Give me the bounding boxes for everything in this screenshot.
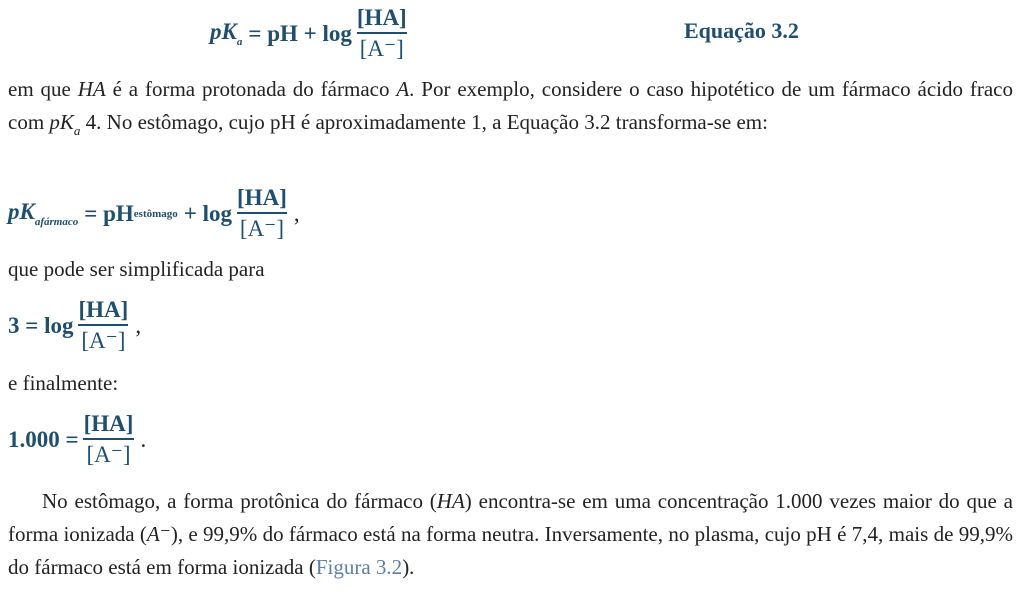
eq4-punct: . xyxy=(140,426,147,452)
eq3-lhs: 3 = log xyxy=(8,312,74,338)
equation-stomach xyxy=(8,186,300,241)
eq1-fraction xyxy=(354,6,410,61)
eq3-denominator: [A⁻] xyxy=(78,324,128,353)
equation-final xyxy=(8,412,146,467)
paragraph-1 xyxy=(8,73,1013,147)
para1-a: A xyxy=(396,77,410,101)
eq2-numerator: [HA] xyxy=(237,185,287,210)
eq3-numerator: [HA] xyxy=(78,297,129,322)
figure-3-2-link[interactable]: Figura 3.2 xyxy=(315,555,403,579)
para1-pk: pK xyxy=(49,110,74,134)
equation-simplified xyxy=(8,298,141,353)
equation-3-2 xyxy=(210,6,412,61)
para2-text-e: ), e 99,9% do fármaco está na forma neutra. Inversamente, no plasma, cujo pH é 7,4, mais de 99,9% do fármaco está em forma ionizada ( xyxy=(8,522,1013,579)
eq2-mid2: + log xyxy=(183,200,233,226)
paragraph-2 xyxy=(8,485,1013,584)
text-finally: e finalmente: xyxy=(8,371,119,395)
eq2-denominator: [A⁻] xyxy=(237,212,287,241)
eq4-denominator: [A⁻] xyxy=(83,438,133,467)
eq2-mid-sub: estômago xyxy=(133,207,178,220)
eq3-punct: , xyxy=(135,312,142,338)
equation-label: Equação 3.2 xyxy=(684,18,799,43)
para1-pk-sub: a xyxy=(73,123,81,138)
eq2-mid1: = pH xyxy=(84,200,134,226)
para1-text-c: é a forma protonada do fármaco xyxy=(105,77,397,101)
para1-text-a: em que xyxy=(8,77,78,101)
eq1-mid: = pH + log xyxy=(248,20,352,46)
eq4-fraction xyxy=(81,412,137,467)
para2-a-ion: A⁻ xyxy=(146,522,171,546)
para2-ha: HA xyxy=(436,489,465,513)
para2-text-c: ) encontra-se em uma concentração 1.000 vezes maior do que a forma ionizada ( xyxy=(8,489,1013,546)
eq1-denominator: [A⁻] xyxy=(357,32,407,61)
eq1-numerator: [HA] xyxy=(356,5,407,30)
para1-text-h: 4. No estômago, cujo pH é aproximadamente 1, a Equação 3.2 transforma-se em: xyxy=(80,110,768,134)
para1-text-e: . Por exemplo, considere o caso hipotético de um fármaco ácido fraco com xyxy=(8,77,1014,134)
eq1-lhs: $pK_a$ xyxy=(210,19,243,48)
eq2-lhs: $pK_{afármaco}$ xyxy=(8,199,79,228)
para2-text-a: No estômago, a forma protônica do fármaco ( xyxy=(42,489,437,513)
para2-text-g: ). xyxy=(402,555,415,579)
eq3-fraction xyxy=(76,298,132,353)
eq4-lhs: 1.000 = xyxy=(8,426,79,452)
para1-ha: HA xyxy=(77,77,106,101)
eq2-punct: , xyxy=(293,200,300,226)
eq4-numerator: [HA] xyxy=(83,411,134,436)
text-simplified: que pode ser simplificada para xyxy=(8,257,265,281)
eq2-fraction xyxy=(234,186,290,241)
